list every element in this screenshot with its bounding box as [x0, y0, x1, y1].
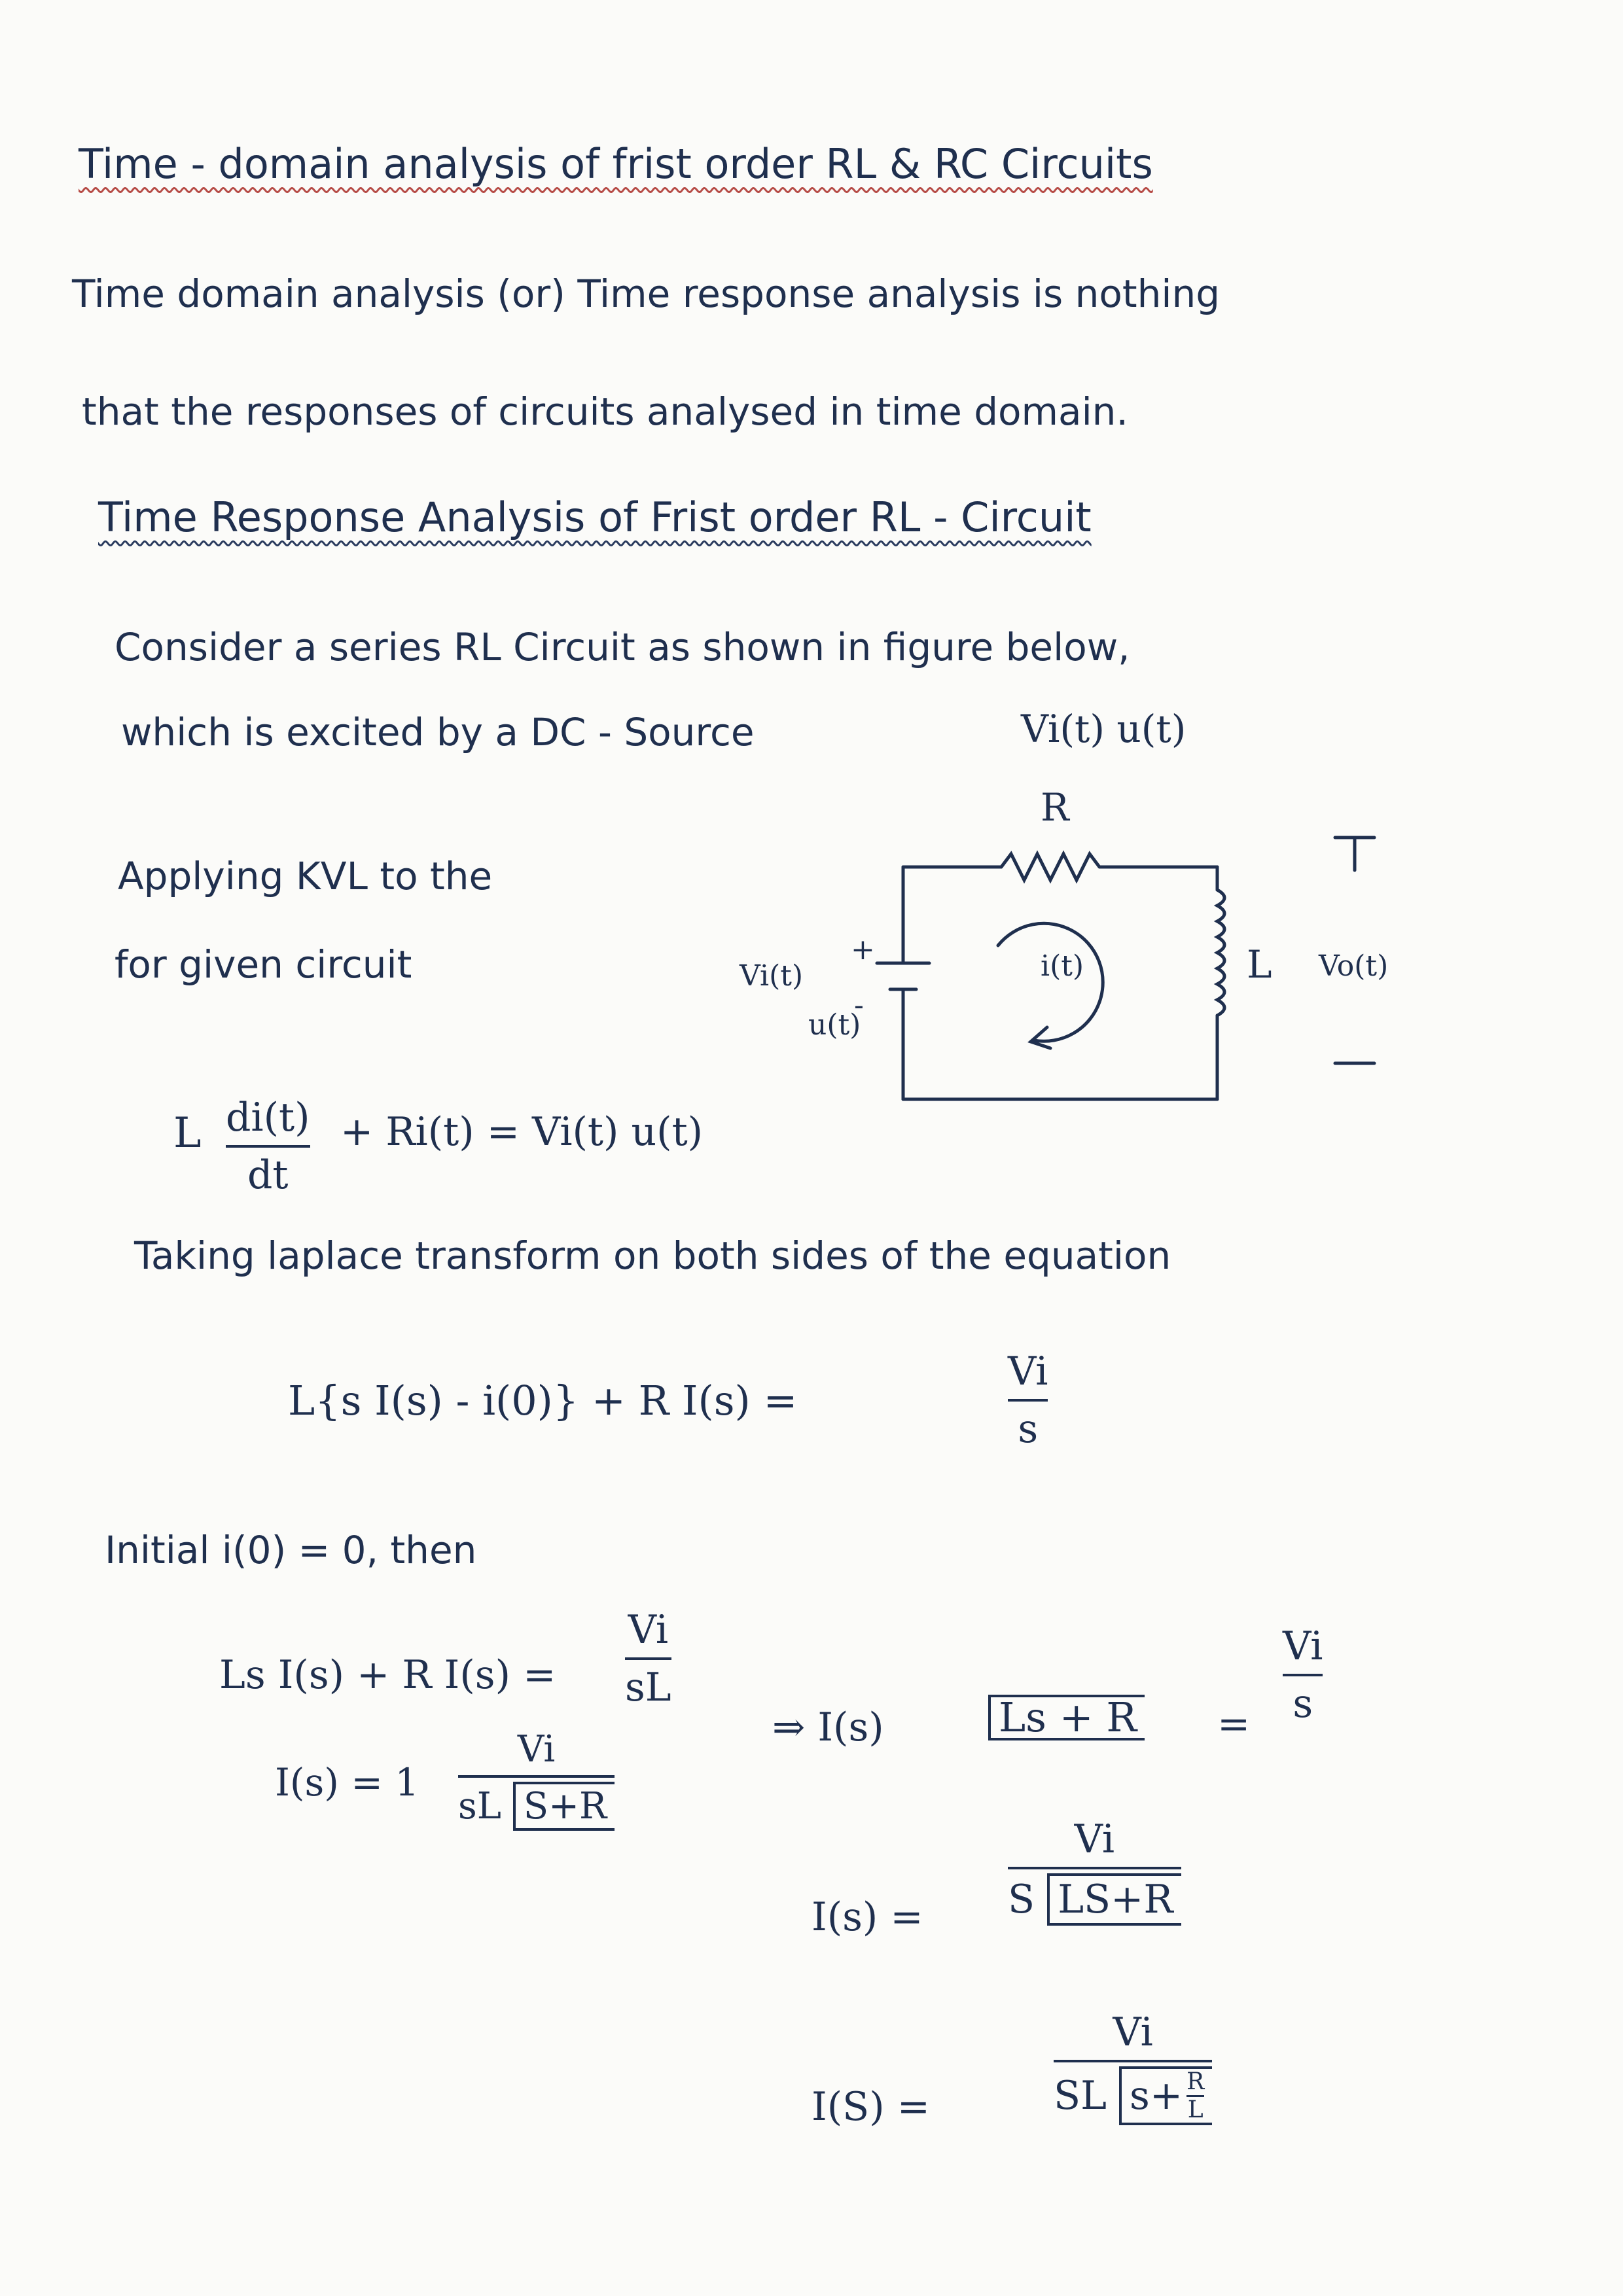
- eq5-den-bracket: [1119, 2066, 1212, 2125]
- source-step-label: u(t): [808, 1008, 861, 1042]
- laplace-fraction: [1008, 1348, 1048, 1453]
- loop-current-label: i(t): [1041, 949, 1084, 983]
- resistor-symbol: [1001, 854, 1099, 880]
- source-voltage-label: Vi(t): [740, 959, 804, 993]
- kvl-line-2: for given circuit: [115, 942, 412, 987]
- eq3-left: I(s) = 1: [275, 1760, 419, 1805]
- battery-minus-sign: -: [854, 989, 864, 1022]
- consider-line-1: Consider a series RL Circuit as shown in figure below,: [115, 625, 1130, 669]
- eq4-den-a: S: [1008, 1877, 1035, 1922]
- eq1-denominator: sL: [625, 1665, 671, 1710]
- eq4-numerator: Vi: [1074, 1816, 1115, 1862]
- eq5-den-a: SL: [1054, 2073, 1107, 2119]
- eq3-numerator: Vi: [517, 1728, 556, 1771]
- eq4-den-b: LS+R: [1047, 1873, 1181, 1926]
- eq2-fraction: [1283, 1623, 1323, 1727]
- eq5-inner-den: L: [1187, 2096, 1204, 2123]
- eq5-fraction: [1054, 2009, 1212, 2125]
- page-title: Time - domain analysis of frist order RL & RC Circuits: [79, 140, 1153, 188]
- kvl-line-1: Applying KVL to the: [118, 854, 493, 898]
- eq5-numerator: Vi: [1113, 2009, 1153, 2055]
- resistor-label: R: [1041, 785, 1069, 830]
- output-voltage-label: Vo(t): [1319, 949, 1389, 983]
- eq1-left: Ls I(s) + R I(s) =: [219, 1652, 556, 1698]
- intro-line-1: Time domain analysis (or) Time response analysis is nothing: [72, 272, 1221, 316]
- eq2-left: ⇒ I(s): [772, 1704, 884, 1750]
- laplace-equation-left: L{s I(s) - i(0)} + R I(s) =: [288, 1377, 798, 1424]
- inductor-label: L: [1247, 942, 1272, 987]
- eq4-fraction: [1008, 1816, 1181, 1926]
- eq3-fraction: [458, 1727, 615, 1831]
- eq2-denominator: s: [1293, 1681, 1313, 1727]
- eq5-denominator: [1054, 2066, 1212, 2125]
- eq1-numerator: Vi: [628, 1607, 669, 1653]
- eq2-numerator: Vi: [1283, 1623, 1323, 1669]
- eq3-den-a: sL: [458, 1785, 501, 1828]
- eq4-left: I(s) =: [812, 1894, 923, 1940]
- source-expression: Vi(t) u(t): [1021, 707, 1186, 751]
- inductor-symbol: [1217, 890, 1224, 1016]
- eq5-left: I(S) =: [812, 2084, 930, 2130]
- eq2-bracket: [988, 1695, 1145, 1740]
- subheading: Time Response Analysis of Frist order RL - Circuit: [98, 493, 1092, 541]
- diff-eq-L: L: [173, 1109, 202, 1157]
- intro-line-2: that the responses of circuits analysed in time domain.: [82, 389, 1128, 434]
- eq1-fraction: [625, 1606, 671, 1711]
- initial-condition: Initial i(0) = 0, then: [105, 1528, 477, 1572]
- eq4-denominator: [1008, 1873, 1181, 1926]
- eq3-denominator: [458, 1782, 615, 1831]
- laplace-numerator: Vi: [1008, 1349, 1048, 1394]
- laplace-text: Taking laplace transform on both sides of the equation: [134, 1233, 1171, 1278]
- eq5-inner-num: R: [1186, 2068, 1205, 2095]
- battery-plus-sign: +: [851, 933, 875, 966]
- diff-eq-numerator: di(t): [226, 1095, 310, 1140]
- eq2-equals: =: [1217, 1701, 1251, 1747]
- diff-eq-fraction: [226, 1094, 310, 1199]
- eq5-inner-fraction: [1186, 2069, 1204, 2123]
- diff-eq-denominator: dt: [247, 1152, 289, 1198]
- eq5-den-b: s+: [1130, 2073, 1183, 2119]
- eq2-bracket-content: Ls + R: [988, 1695, 1145, 1740]
- eq3-den-b: S+R: [513, 1782, 615, 1831]
- current-arrow-head: [1031, 1027, 1050, 1048]
- consider-line-2: which is excited by a DC - Source: [121, 710, 755, 754]
- diff-eq-rest: + Ri(t) = Vi(t) u(t): [340, 1109, 704, 1155]
- laplace-denominator: s: [1018, 1406, 1039, 1452]
